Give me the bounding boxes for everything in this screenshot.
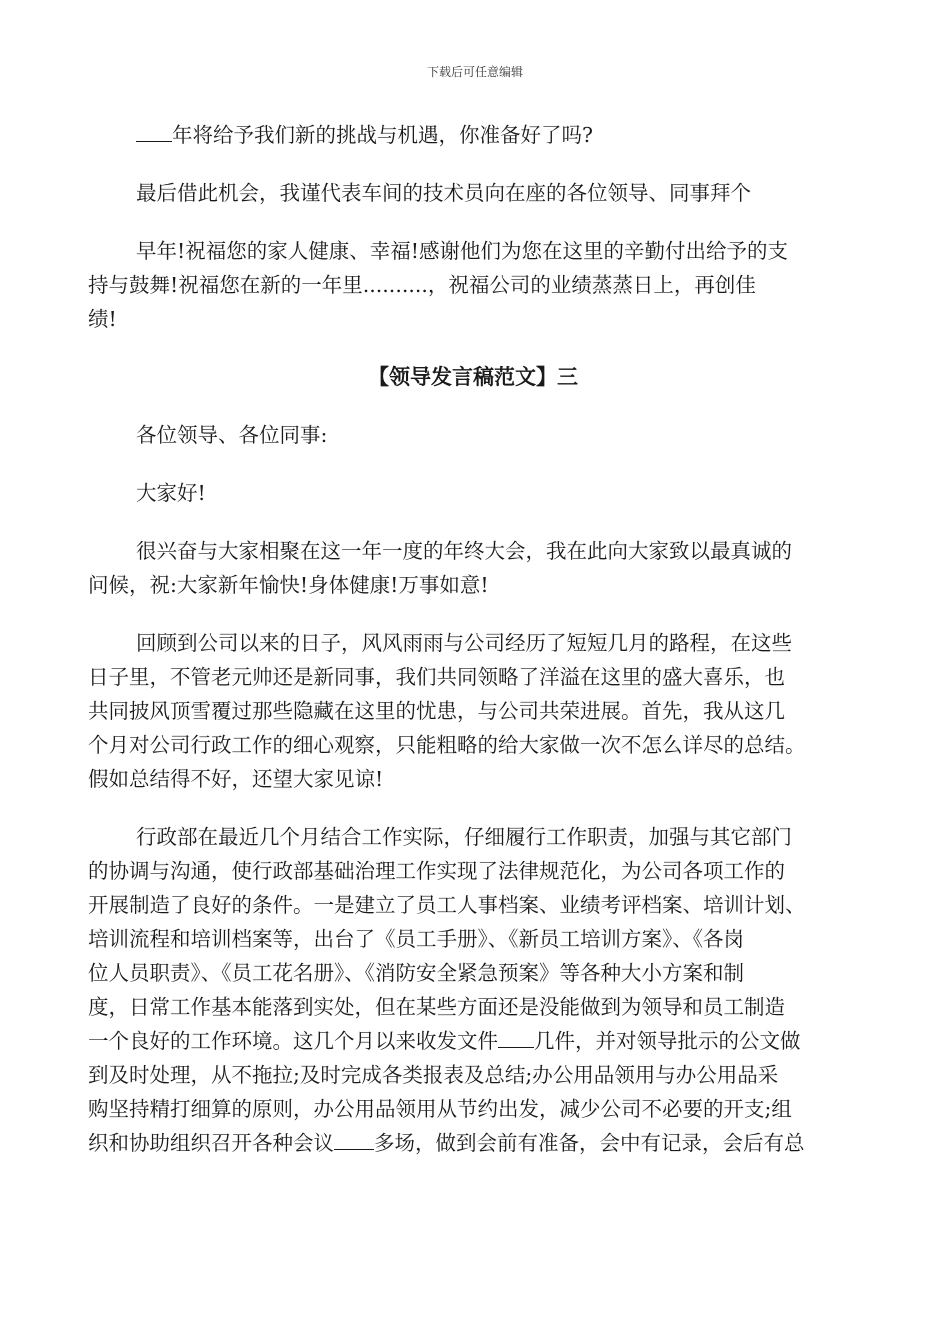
- paragraph-line: 行政部在最近几个月结合工作实际，仔细履行工作职责，加强与其它部门: [136, 825, 792, 849]
- paragraph-text: 织和协助组织召开各种会议: [88, 1131, 334, 1155]
- paragraph-line: 早年!祝福您的家人健康、幸福!感谢他们为您在这里的辛勤付出给予的支: [136, 239, 788, 263]
- paragraph-line: 度，日常工作基本能落到实处，但在某些方面还是没能做到为领导和员工制造: [88, 995, 785, 1019]
- paragraph-line: 回顾到公司以来的日子，风风雨雨与公司经历了短短几月的路程，在这些: [136, 631, 792, 655]
- salutation: 各位领导、各位同事:: [136, 423, 328, 447]
- paragraph-line: [88, 1024, 858, 1058]
- paragraph-line: 持与鼓舞!祝福您在新的一年里..........，祝福公司的业绩蒸蒸日上，再创佳: [88, 273, 756, 297]
- document-body: [88, 118, 858, 1160]
- paragraph-text: 年将给予我们新的挑战与机遇，你准备好了吗?: [172, 123, 593, 147]
- paragraph-line: 共同披风顶雪覆过那些隐藏在这里的忧患，与公司共荣进展。首先，我从这几: [88, 699, 785, 723]
- paragraph-line: 个月对公司行政工作的细心观察，只能粗略的给大家做一次不怎么详尽的总结。: [88, 733, 806, 757]
- paragraph-line: 很兴奋与大家相聚在这一年一度的年终大会，我在此向大家致以最真诚的: [136, 539, 792, 563]
- paragraph-line: 培训流程和培训档案等，出台了《员工手册》、《新员工培训方案》、《各岗: [88, 927, 744, 951]
- page-header: 下载后可任意编辑: [426, 65, 523, 79]
- paragraph-line: [88, 118, 858, 152]
- paragraph-line: 问候，祝:大家新年愉快!身体健康!万事如意!: [88, 573, 489, 597]
- paragraph-line: 绩!: [88, 307, 117, 331]
- fill-in-blank: [334, 1127, 374, 1150]
- fill-in-blank: [498, 1025, 534, 1048]
- paragraph-text: 多场，做到会前有准备，会中有记录，会后有总: [374, 1131, 805, 1155]
- paragraph-line: [88, 1126, 858, 1160]
- paragraph-line: 最后借此机会，我谨代表车间的技术员向在座的各位领导、同事拜个: [136, 181, 751, 205]
- paragraph-line: 购坚持精打细算的原则，办公用品领用从节约出发，减少公司不必要的开支;组: [88, 1097, 792, 1121]
- paragraph-line: 假如总结得不好，还望大家见谅!: [88, 767, 384, 791]
- paragraph-line: 到及时处理，从不拖拉;及时完成各类报表及总结;办公用品领用与办公用品采: [88, 1063, 779, 1087]
- section-title: 【领导发言稿范文】三: [368, 364, 578, 389]
- greeting: 大家好!: [136, 481, 206, 505]
- paragraph-line: 日子里，不管老元帅还是新同事，我们共同领略了洋溢在这里的盛大喜乐，也: [88, 665, 785, 689]
- paragraph-line: 开展制造了良好的条件。一是建立了员工人事档案、业绩考评档案、培训计划、: [88, 893, 806, 917]
- paragraph-line: 位人员职责》、《员工花名册》、《消防安全紧急预案》等各种大小方案和制: [88, 961, 744, 985]
- paragraph-text: 一个良好的工作环境。这几个月以来收发文件: [88, 1029, 498, 1053]
- paragraph-line: 的协调与沟通，使行政部基础治理工作实现了法律规范化，为公司各项工作的: [88, 859, 785, 883]
- paragraph-text: 几件，并对领导批示的公文做: [534, 1029, 801, 1053]
- fill-in-blank: [136, 119, 172, 142]
